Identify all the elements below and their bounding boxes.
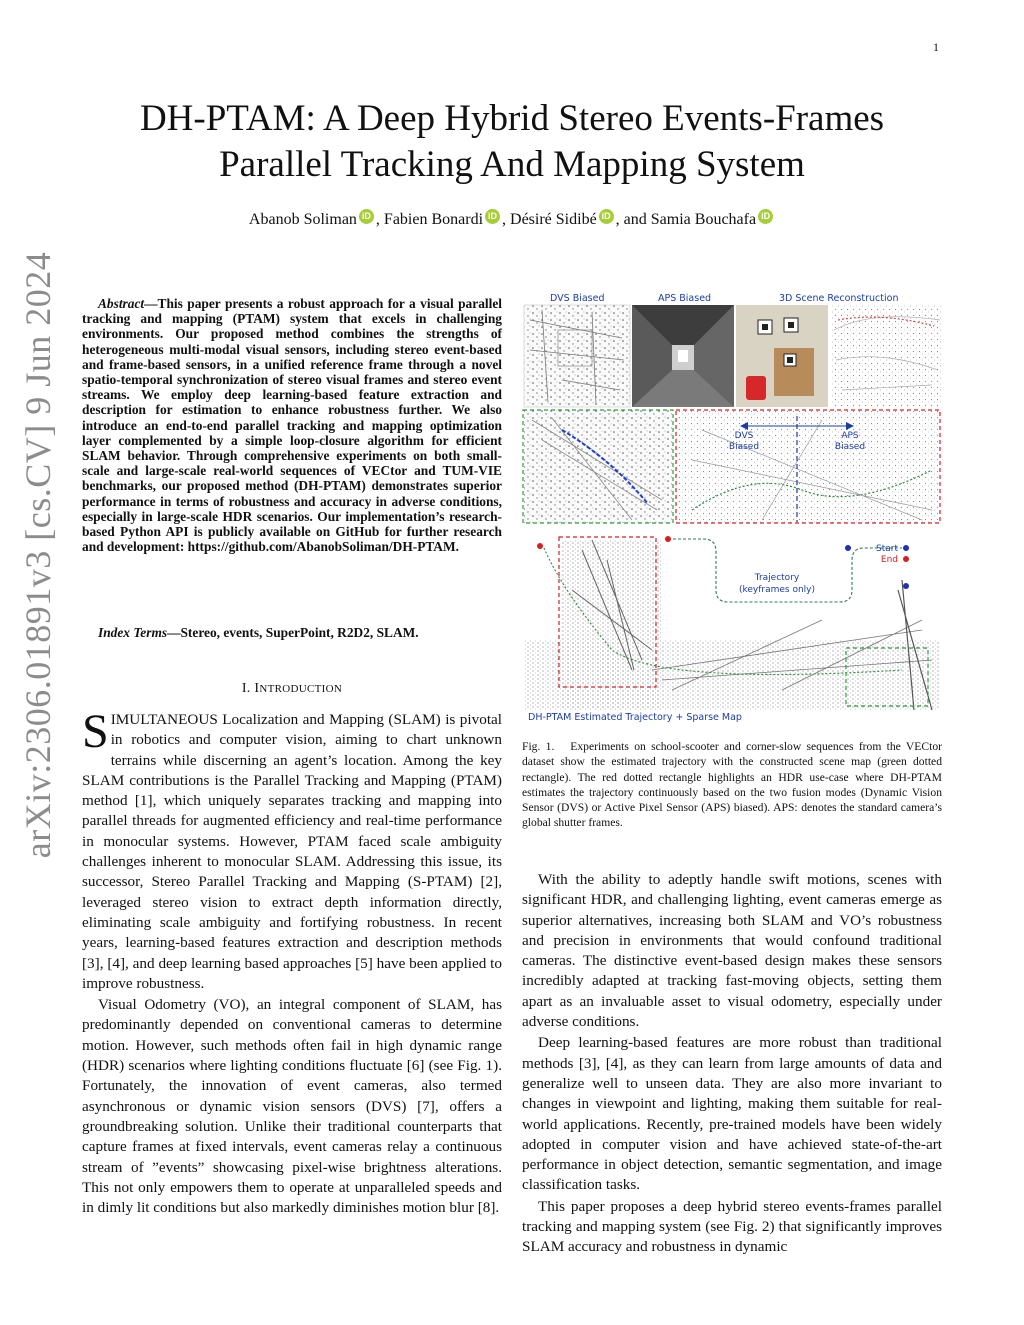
label-dvs-line1: DVS xyxy=(734,431,754,441)
map-zoom-inset xyxy=(524,410,672,523)
intro-paragraph-2: Visual Odometry (VO), an integral component of SLAM, has predominantly depended on conventional cameras to determine motion. However, such methods often fail in high dynamic range (HDR) scenarios where lighting conditions fluctuate [6] (see Fig. 1). Fortunately, the innovation of event cameras, also termed asynchronous or dynamic vision sensors (DVS) [7], offers a groundbreaking solution. Unlike their traditional counterparts that capture frames at fixed intervals, event cameras relay a continuous stream of ”events” showcasing pixel-wise brightness alterations. This not only empowers them to operate at unparalleled speeds and in dimly lit conditions but also markedly diminishes motion blur [8]. xyxy=(82,996,502,1217)
label-trajectory-line2: (keyframes only) xyxy=(738,585,816,595)
label-aps-line2: Biased xyxy=(834,442,866,452)
author-separator: , xyxy=(502,211,511,228)
label-3d-scene-reconstruction: 3D Scene Reconstruction xyxy=(779,293,899,304)
section-heading xyxy=(82,681,502,697)
author-name: Désiré Sidibé xyxy=(510,211,597,228)
index-terms-text: —Stereo, events, SuperPoint, R2D2, SLAM. xyxy=(167,625,419,640)
label-aps-biased: APS Biased xyxy=(658,293,712,304)
intro-paragraph-1-text: Localization and Mapping (SLAM) is pivotal in robotics and computer vision, aiming to chart unknown terrains while discerning an agent’s location. Among the key SLAM contributions is the Parallel Tracking and Mapping (PTAM) method [1], which uniquely separates tracking and mapping into parallel threads for augmented efficiency and real-time performance in monocular systems. However, PTAM faced scale ambiguity challenges inherent to monocular SLAM. Addressing this issue, its successor, Stereo Parallel Tracking and Mapping (S-PTAM) [2], leveraged stereo vision to extract depth information directly, eliminating scale ambiguity and fortifying robustness. In recent years, learning-based features extraction and description methods [3], [4], and deep learning based approaches [5] have been applied to improve robustness. xyxy=(82,711,502,992)
index-terms-label: Index Terms xyxy=(98,625,168,640)
label-dh-ptam-trajectory-map: DH-PTAM Estimated Trajectory + Sparse Map xyxy=(528,712,742,723)
right-paragraph-2: Deep learning-based features are more robust than traditional methods [3], [4], as they can learn from large amounts of data and generalize well to unseen data. They are also more invariant to changes in viewpoint and lighting, making them suitable for real-world applications. Recently, pre-trained models have been widely adopted in computer vision and have achieved state-of-the-art performance in object detection, semantic segmentation, and image classification tasks. xyxy=(522,1034,942,1194)
author-name: Fabien Bonardi xyxy=(383,211,484,228)
sparse-map-trajectory xyxy=(524,527,940,712)
abstract-text: —This paper presents a robust approach for a visual parallel tracking and mapping (PTAM) system that excels in challenging environments. Our proposed method combines the strengths of heterogeneous multi-modal visual sensors, including stereo event-based and frame-based sensors, in a unified reference frame through a novel spatio-temporal synchronization of stereo visual frames and stereo event streams. We employ deep learning-based feature extraction and description for estimation to enhance robustness further. We also introduce an end-to-end parallel tracking and mapping optimization layer complemented by a simple loop-closure algorithm for efficient SLAM behavior. Through comprehensive experiments on both small-scale and large-scale real-world sequences of VECtor and TUM-VIE benchmarks, our proposed method (DH-PTAM) demonstrates superior performance in terms of robustness and accuracy in adverse conditions, especially in large-scale HDR scenarios. Our implementation’s research-based Python API is publicly available on GitHub for further research and development: https://github.com/AbanobSoliman/DH-PTAM. xyxy=(82,296,502,555)
caption-text: Experiments on school-scooter and corner-slow sequences from the VECtor dataset show the estimated trajectory with the constructed scene map (green dotted rectangle). The red dotted rectangle highlights an HDR use-case where DH-PTAM estimates the trajectory continuously based on the two fusion modes (Dynamic Vision Sensor (DVS) or Active Pixel Sensor (APS) biased). APS: denotes the standard camera’s global shutter frames. xyxy=(522,740,942,830)
title-line-1: DH-PTAM: A Deep Hybrid Stereo Events-Frames xyxy=(139,98,885,139)
section-title-initial: I xyxy=(254,681,260,696)
rgb-scene-photo xyxy=(736,305,828,407)
figure-1 xyxy=(522,290,942,730)
aps-frame-image xyxy=(632,305,734,407)
arxiv-stamp xyxy=(18,175,58,935)
author-name: Samia Bouchafa xyxy=(650,211,757,228)
abstract-label: Abstract xyxy=(98,296,145,311)
page-number: 1 xyxy=(933,40,939,54)
caption-label: Fig. 1. xyxy=(522,740,555,753)
label-trajectory-line1: Trajectory xyxy=(754,573,800,583)
author-separator: , and xyxy=(615,211,651,228)
right-column-body xyxy=(522,870,942,1258)
orcid-icon[interactable]: iD xyxy=(359,209,374,224)
figure-1-graphic xyxy=(522,290,942,730)
author-separator: , xyxy=(375,211,384,228)
label-start: Start xyxy=(876,544,898,554)
intro-lead-word: IMULTANEOUS xyxy=(110,711,218,728)
orcid-icon[interactable]: iD xyxy=(599,209,614,224)
orcid-icon[interactable]: iD xyxy=(758,209,773,224)
title-line-2: Parallel Tracking And Mapping System xyxy=(219,144,805,185)
introduction-body xyxy=(82,705,502,1218)
arxiv-identifier: arXiv:2306.01891v3 [cs.CV] 9 Jun 2024 xyxy=(18,251,58,859)
scene-reconstruction-cloud xyxy=(830,305,942,407)
label-dvs-biased: DVS Biased xyxy=(550,293,605,304)
dvs-event-frame xyxy=(524,305,630,407)
section-title-rest: NTRODUCTION xyxy=(259,683,343,695)
section-numeral: I. xyxy=(241,681,251,696)
drop-cap: S xyxy=(82,705,109,758)
hdr-trajectory-inset xyxy=(676,410,940,523)
paper-title xyxy=(60,96,964,188)
figure-1-caption xyxy=(522,739,942,831)
orcid-icon[interactable]: iD xyxy=(485,209,500,224)
start-marker xyxy=(903,545,909,551)
end-marker xyxy=(903,556,909,562)
index-terms xyxy=(82,625,502,640)
author-list xyxy=(60,209,964,229)
right-paragraph-1: With the ability to adeptly handle swift motions, scenes with significant HDR, and challenging lighting, event cameras emerge as superior alternatives, increasing both SLAM and VO’s robustness and precision in environments that would confound traditional cameras. The distinctive event-based design makes these sensors incredibly adapted at tracking fast-moving objects, setting them apart as an invaluable asset to visual odometry, especially under adverse conditions. xyxy=(522,871,942,1031)
intro-paragraph-1 xyxy=(82,705,502,994)
author-name: Abanob Soliman xyxy=(248,211,357,228)
label-dvs-line2: Biased xyxy=(728,442,760,452)
right-paragraph-3: This paper proposes a deep hybrid stereo events-frames parallel tracking and mapping system (see Fig. 2) that significantly improves SLAM accuracy and robustness in dynamic xyxy=(522,1197,942,1256)
label-end: End xyxy=(880,555,898,565)
abstract xyxy=(82,296,502,554)
label-aps-line1: APS xyxy=(841,431,859,441)
